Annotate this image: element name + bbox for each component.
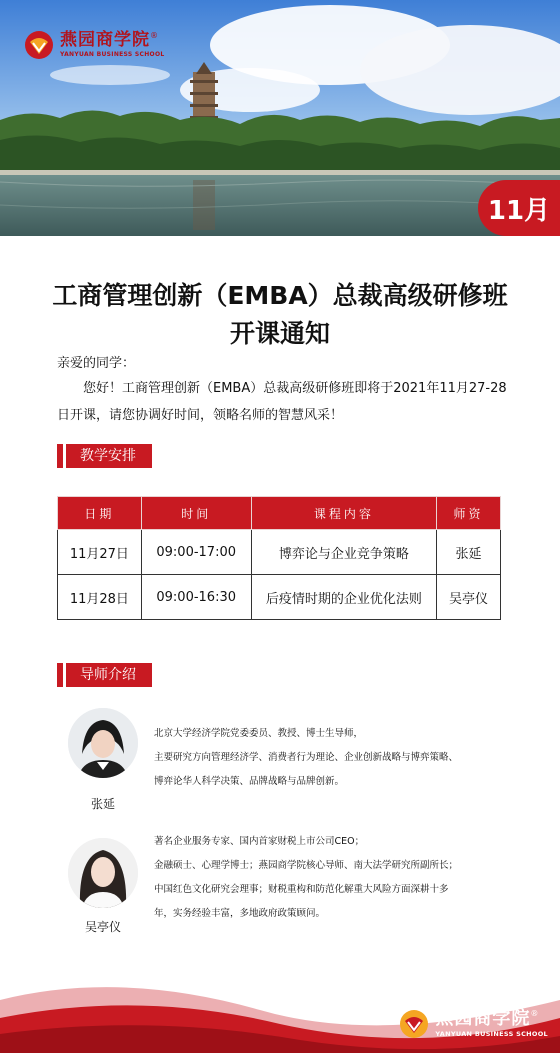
greeting: 亲爱的同学： [57,356,136,371]
col-header-date: 日期 [58,497,142,530]
cell-time: 09:00-16:30 [141,575,251,620]
col-header-teacher: 师资 [437,497,501,530]
mentor-bio [154,830,474,926]
intro-paragraph: 您好！工商管理创新（EMBA）总裁高级研修班即将于2021年11月27-28日开课，请您协调好时间，领略名师的智慧风采！ [57,381,507,423]
logo-name-en: YANYUAN BUSINESS SCHOOL [60,51,165,58]
table-row [58,575,501,620]
red-wave-decoration [0,960,560,1053]
month-badge: 11月 [478,180,560,236]
avatar-icon [68,838,138,908]
schedule-section-label: 教学安排 [66,444,152,468]
logo-name-cn: 燕园商学院 [60,30,150,50]
cell-course: 后疫情时期的企业优化法则 [251,575,437,620]
bio-line: 中国红色文化研究会理事；财税重构和防范化解重大风险方面深耕十多 [154,884,449,895]
footer-logo [399,1009,548,1039]
mentors-section-header [57,663,152,687]
cell-date: 11月28日 [58,575,142,620]
table-row [58,530,501,575]
page-title: 工商管理创新（EMBA）总裁高级研修班 [52,281,508,310]
schedule-table [57,496,501,620]
avatar [68,708,138,778]
schedule-section-header [57,444,152,468]
cell-time: 09:00-17:00 [141,530,251,575]
cell-teacher: 吴亭仪 [437,575,501,620]
section-bar [57,444,63,468]
table-header-row [58,497,501,530]
bio-line: 金融硕士、心理学博士；燕园商学院核心导师、南大法学研究所副所长； [154,860,459,871]
footer-logo-name-en: YANYUAN BUSINESS SCHOOL [435,1030,548,1039]
footer-decoration [0,960,560,1053]
hero-banner [0,0,560,255]
bio-line: 著名企业服务专家、国内首家财税上市公司CEO； [154,836,365,847]
footer-logo-registered-mark: ® [530,1009,539,1019]
page-subtitle: 开课通知 [229,319,330,348]
mentor-bio [154,722,474,794]
bio-line: 博弈论华人科学决策、品牌战略与品牌创新。 [154,776,345,787]
avatar [68,838,138,908]
mentor-name: 吴亭仪 [84,920,121,934]
cell-teacher: 张延 [437,530,501,575]
col-header-time: 时间 [141,497,251,530]
bio-line: 主要研究方向管理经济学、消费者行为理论、企业创新战略与博弈策略、 [154,752,459,763]
cell-course: 博弈论与企业竞争策略 [251,530,437,575]
logo-mark-icon [24,30,54,60]
cell-date: 11月27日 [58,530,142,575]
section-bar [57,663,63,687]
footer-logo-name-cn: 燕园商学院 [435,1008,531,1030]
mentor-name: 张延 [90,797,115,811]
bio-line: 北京大学经济学院党委委员、教授、博士生导师， [154,728,364,739]
brand-logo [24,30,164,60]
col-header-course: 课程内容 [251,497,437,530]
logo-registered-mark: ® [150,31,158,40]
bio-line: 年，实务经验丰富，多地政府政策顾问。 [154,908,326,919]
avatar-icon [68,708,138,778]
logo-mark-icon [399,1009,429,1039]
mentors-section-label: 导师介绍 [66,663,152,687]
